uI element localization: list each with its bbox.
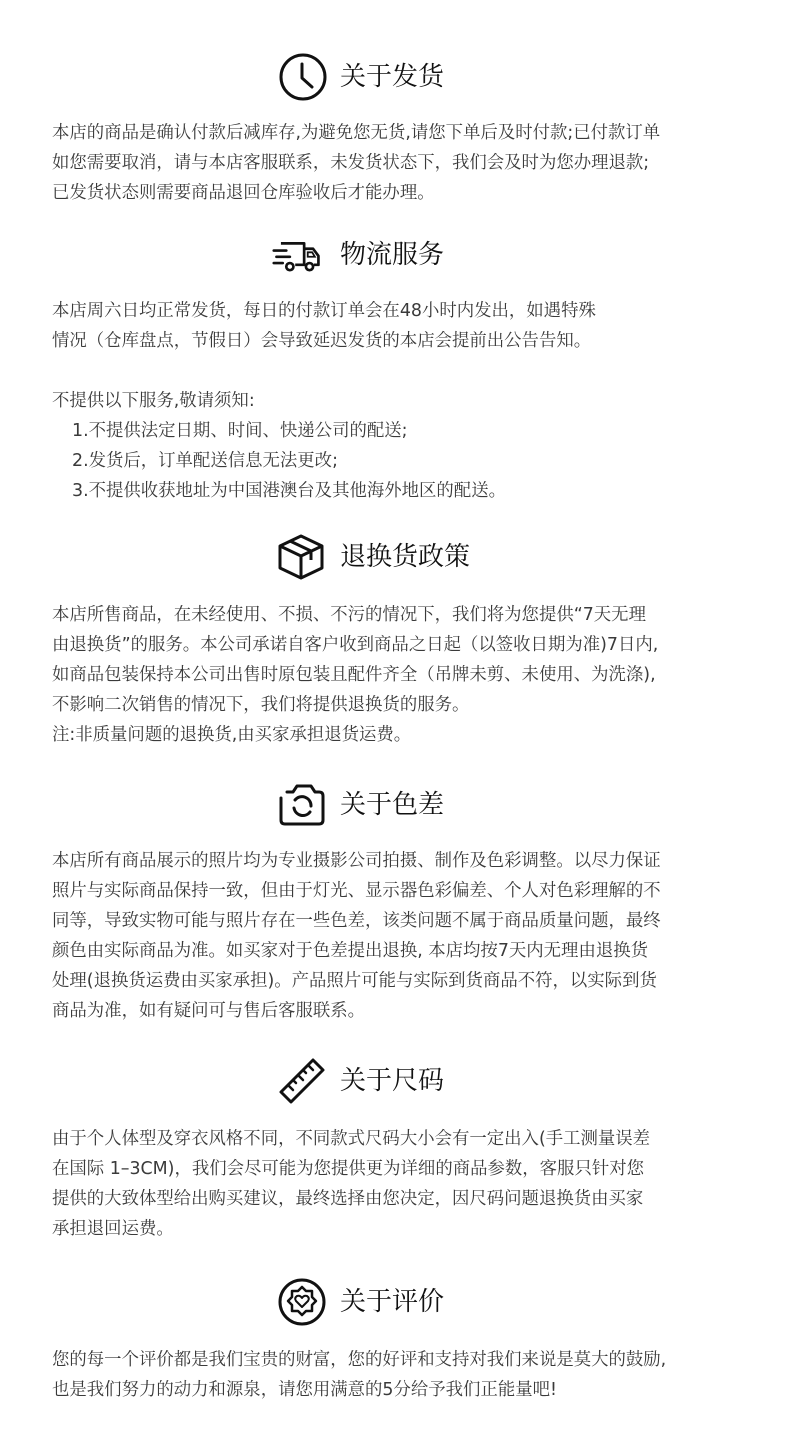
body-line: 承担退回运费。 (52, 1219, 174, 1239)
body-line: 本店周六日均正常发货，每日的付款订单会在48小时内发出，如遇特殊 (52, 301, 596, 321)
body-line: 商品为准，如有疑问可与售后客服联系。 (52, 1001, 366, 1021)
section-heading (0, 780, 790, 830)
notice-list (52, 386, 762, 506)
ruler-icon (277, 1056, 327, 1106)
section-title: 物流服务 (340, 240, 445, 270)
body-line: 处理(退换货运费由买家承担)。产品照片可能与实际到货商品不符，以实际到货 (52, 971, 657, 991)
body-line: 提供的大致体型给出购买建议，最终选择由您决定，因尺码问题退换货由买家 (52, 1189, 644, 1209)
heart-badge-icon (277, 1277, 327, 1327)
notice-item: 3.不提供收获地址为中国港澳台及其他海外地区的配送。 (72, 481, 506, 501)
body-line: 不影响二次销售的情况下，我们将提供退换货的服务。 (52, 695, 470, 715)
section-body (52, 600, 762, 750)
body-line: 注:非质量问题的退换货,由买家承担退货运费。 (52, 725, 412, 745)
notice-item: 1.不提供法定日期、时间、快递公司的配送; (72, 421, 408, 441)
body-line: 已发货状态则需要商品退回仓库验收后才能办理。 (52, 183, 435, 203)
section-heading (0, 52, 790, 102)
body-line: 如商品包装保持本公司出售时原包装且配件齐全（吊牌未剪、未使用、为洗涤), (52, 665, 656, 685)
package-box-icon (276, 532, 326, 582)
section-body (52, 1345, 762, 1405)
delivery-truck-icon (272, 230, 322, 280)
body-line: 本店所售商品，在未经使用、不损、不污的情况下，我们将为您提供“7天无理 (52, 605, 646, 625)
body-line: 由于个人体型及穿衣风格不同，不同款式尺码大小会有一定出入(手工测量误差 (52, 1129, 651, 1149)
section-title: 关于评价 (340, 1287, 445, 1317)
section-heading (0, 230, 790, 280)
section-body (52, 118, 762, 208)
section-title: 关于尺码 (340, 1066, 445, 1096)
body-line: 情况（仓库盘点，节假日）会导致延迟发货的本店会提前出公告告知。 (52, 331, 592, 351)
notice-item: 2.发货后，订单配送信息无法更改; (72, 451, 338, 471)
body-line: 颜色由实际商品为准。如买家对于色差提出退换, 本店均按7天内无理由退换货 (52, 941, 649, 961)
section-title: 关于色差 (340, 790, 445, 820)
body-line: 同等，导致实物可能与照片存在一些色差，该类问题不属于商品质量问题，最终 (52, 911, 661, 931)
body-line: 由退换货”的服务。本公司承诺自客户收到商品之日起（以签收日期为准)7日内, (52, 635, 659, 655)
body-line: 本店的商品是确认付款后减库存,为避免您无货,请您下单后及时付款;已付款订单 (52, 123, 661, 143)
notice-title: 不提供以下服务,敬请须知: (52, 391, 255, 411)
section-heading (0, 1277, 790, 1327)
section-heading (0, 532, 790, 582)
camera-icon (277, 780, 327, 830)
section-heading (0, 1056, 790, 1106)
body-line: 本店所有商品展示的照片均为专业摄影公司拍摄、制作及色彩调整。以尽力保证 (52, 851, 661, 871)
section-title: 退换货政策 (340, 542, 471, 572)
section-body (52, 1124, 762, 1244)
section-title: 关于发货 (340, 62, 445, 92)
body-line: 您的每一个评价都是我们宝贵的财富，您的好评和支持对我们来说是莫大的鼓励, (52, 1350, 667, 1370)
body-line: 在国际 1–3CM)，我们会尽可能为您提供更为详细的商品参数，客服只针对您 (52, 1159, 645, 1179)
body-line: 照片与实际商品保持一致，但由于灯光、显示器色彩偏差、个人对色彩理解的不 (52, 881, 661, 901)
body-line: 也是我们努力的动力和源泉，请您用满意的5分给予我们正能量吧! (52, 1380, 557, 1400)
section-body (52, 846, 762, 1026)
clock-icon (278, 52, 328, 102)
section-body (52, 296, 762, 356)
body-line: 如您需要取消，请与本店客服联系，未发货状态下，我们会及时为您办理退款; (52, 153, 650, 173)
